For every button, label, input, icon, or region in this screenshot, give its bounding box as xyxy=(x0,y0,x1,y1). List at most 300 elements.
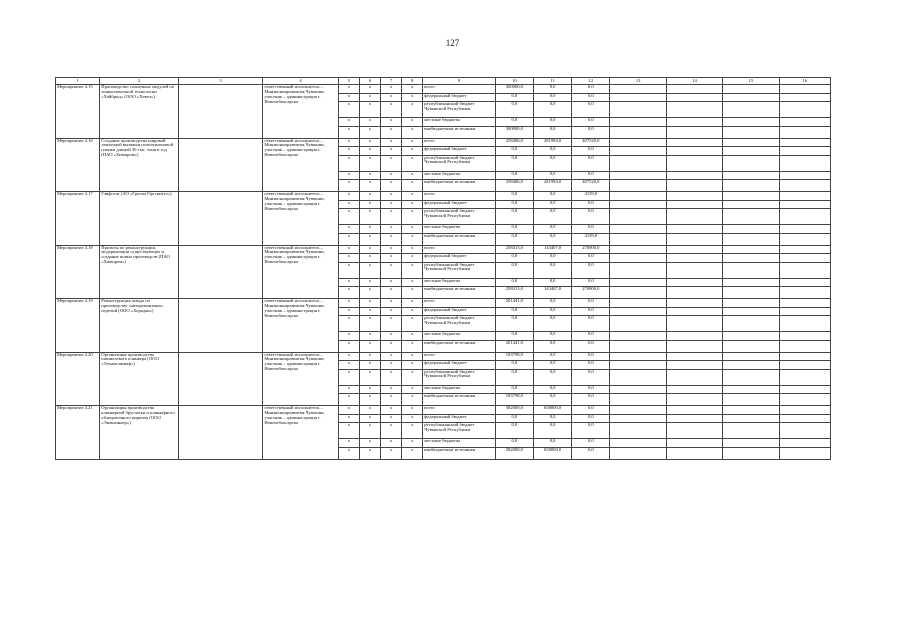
empty-cell xyxy=(666,192,722,201)
code-x-cell: x xyxy=(381,385,402,394)
empty-cell xyxy=(666,254,722,263)
code-x-cell: x xyxy=(359,414,380,423)
code-x-cell: x xyxy=(359,138,380,147)
code-x-cell: x xyxy=(381,369,402,385)
code-x-cell: x xyxy=(338,192,359,201)
column-number: 16 xyxy=(779,78,830,85)
amount-cell: 0,0 xyxy=(533,85,571,94)
empty-cell xyxy=(779,316,830,332)
funding-source: всего xyxy=(423,406,495,415)
code-x-cell: x xyxy=(359,147,380,156)
code-x-cell: x xyxy=(381,102,402,118)
empty-cell xyxy=(779,332,830,341)
amount-cell: 0,0 xyxy=(533,126,571,138)
empty-cell xyxy=(610,394,666,406)
code-x-cell: x xyxy=(338,447,359,459)
amount-cell: 0,0 xyxy=(572,93,610,102)
code-x-cell: x xyxy=(381,85,402,94)
amount-cell: 0,0 xyxy=(572,316,610,332)
table-row xyxy=(56,138,831,147)
empty-cell xyxy=(723,102,779,118)
column-number: 3 xyxy=(178,78,263,85)
amount-cell: 0,0 xyxy=(495,369,533,385)
code-x-cell: x xyxy=(359,352,380,361)
empty-cell xyxy=(723,439,779,448)
amount-cell: 0,0 xyxy=(495,93,533,102)
amount-cell: 0,0 xyxy=(495,423,533,439)
empty-cell xyxy=(610,307,666,316)
amount-cell: 0,0 xyxy=(533,278,571,287)
amount-cell: 0,0 xyxy=(495,278,533,287)
amount-cell: 0,0 xyxy=(495,385,533,394)
amount-cell: 0,0 xyxy=(495,233,533,245)
empty-cell xyxy=(610,233,666,245)
empty-cell xyxy=(723,209,779,225)
empty-cell xyxy=(610,93,666,102)
code-x-cell: x xyxy=(402,262,423,278)
funding-source: местные бюджеты xyxy=(423,332,495,341)
empty-cell xyxy=(723,394,779,406)
code-x-cell: x xyxy=(338,138,359,147)
code-x-cell: x xyxy=(338,262,359,278)
funding-source: федеральный бюджет xyxy=(423,254,495,263)
code-x-cell: x xyxy=(359,307,380,316)
code-x-cell: x xyxy=(338,126,359,138)
code-x-cell: x xyxy=(402,171,423,180)
empty-cell xyxy=(779,147,830,156)
empty-cell xyxy=(666,225,722,234)
code-x-cell: x xyxy=(402,352,423,361)
empty-cell xyxy=(610,200,666,209)
activity-code: Мероприятие 4.20 xyxy=(56,352,100,406)
code-x-cell: x xyxy=(402,254,423,263)
empty-cell xyxy=(610,340,666,352)
amount-cell: 0,0 xyxy=(495,254,533,263)
empty-cell xyxy=(723,332,779,341)
amount-cell: 0,0 xyxy=(533,299,571,308)
code-x-cell: x xyxy=(381,245,402,254)
code-x-cell: x xyxy=(359,245,380,254)
amount-cell: 0,0 xyxy=(533,340,571,352)
column-number: 7 xyxy=(381,78,402,85)
empty-cell xyxy=(779,93,830,102)
amount-cell: 270000,0 xyxy=(572,287,610,299)
amount-cell: 0,0 xyxy=(533,316,571,332)
code-x-cell: x xyxy=(338,340,359,352)
code-x-cell: x xyxy=(381,278,402,287)
activity-name: Глифосат (АО «Группа Оргсинтез») xyxy=(100,192,179,246)
activity-name: Проекты по реконструкции, модернизации существующих и создание новых производств (ПАО «Химпром») xyxy=(100,245,179,299)
activity-name: Организация производства клинкерной брусчатки и клинкерного облицовочного кирпича (ООО «Экоклинкер») xyxy=(100,406,179,460)
amount-cell: 0,0 xyxy=(533,200,571,209)
code-x-cell: x xyxy=(359,385,380,394)
empty-cell xyxy=(666,147,722,156)
code-x-cell: x xyxy=(381,180,402,192)
amount-cell: 0,0 xyxy=(495,361,533,370)
funding-source: республиканский бюджет Чувашской Республики xyxy=(423,102,495,118)
empty-cell xyxy=(779,118,830,127)
amount-cell: 382000,0 xyxy=(495,447,533,459)
empty-cell xyxy=(779,394,830,406)
empty-cell xyxy=(666,171,722,180)
empty-cell xyxy=(666,155,722,171)
empty-cell xyxy=(723,423,779,439)
empty-cell xyxy=(779,423,830,439)
activity-name: Создание производства широкой ленточной вытяжки полиэтиленовой пленки длиной 30 тыс. тонн в год (ПАО «Химпром») xyxy=(100,138,179,192)
code-x-cell: x xyxy=(338,385,359,394)
empty-cell xyxy=(723,233,779,245)
empty-cell xyxy=(779,278,830,287)
code-x-cell: x xyxy=(402,361,423,370)
code-x-cell: x xyxy=(359,85,380,94)
empty-cell xyxy=(779,361,830,370)
code-x-cell: x xyxy=(402,245,423,254)
empty-cell xyxy=(666,287,722,299)
funding-source: всего xyxy=(423,299,495,308)
amount-cell: 0,0 xyxy=(572,118,610,127)
activity-name: Организация производства шпинелевого клинкера (ООО «Техноклинкер») xyxy=(100,352,179,406)
amount-cell: 0,0 xyxy=(495,414,533,423)
amount-cell: 0,0 xyxy=(533,369,571,385)
code-x-cell: x xyxy=(381,316,402,332)
code-x-cell: x xyxy=(402,85,423,94)
code-x-cell: x xyxy=(381,287,402,299)
empty-cell xyxy=(723,299,779,308)
empty-cell xyxy=(779,307,830,316)
amount-cell: 281994,0 xyxy=(533,180,571,192)
empty-cell xyxy=(666,126,722,138)
amount-cell: 0,0 xyxy=(572,85,610,94)
empty-cell xyxy=(779,299,830,308)
amount-cell: 0,0 xyxy=(572,299,610,308)
amount-cell: 0,0 xyxy=(572,171,610,180)
empty-cell xyxy=(178,352,263,406)
amount-cell: 0,0 xyxy=(533,332,571,341)
code-x-cell: x xyxy=(402,332,423,341)
amount-cell: 0,0 xyxy=(495,307,533,316)
funding-source: республиканский бюджет Чувашской Республики xyxy=(423,155,495,171)
empty-cell xyxy=(610,209,666,225)
empty-cell xyxy=(723,406,779,415)
code-x-cell: x xyxy=(402,414,423,423)
code-x-cell: x xyxy=(402,200,423,209)
empty-cell xyxy=(666,332,722,341)
empty-cell xyxy=(610,352,666,361)
code-x-cell: x xyxy=(338,299,359,308)
code-x-cell: x xyxy=(402,126,423,138)
amount-cell: 0,0 xyxy=(495,316,533,332)
code-x-cell: x xyxy=(338,102,359,118)
code-x-cell: x xyxy=(359,262,380,278)
empty-cell xyxy=(666,102,722,118)
amount-cell: 258413,0 xyxy=(495,245,533,254)
empty-cell xyxy=(779,262,830,278)
funding-source: внебюджетные источники xyxy=(423,233,495,245)
empty-cell xyxy=(779,352,830,361)
code-x-cell: x xyxy=(338,254,359,263)
activity-code: Мероприятие 4.15 xyxy=(56,85,100,139)
code-x-cell: x xyxy=(359,209,380,225)
code-x-cell: x xyxy=(381,406,402,415)
empty-cell xyxy=(723,85,779,94)
amount-cell: 0,0 xyxy=(495,147,533,156)
empty-cell xyxy=(779,155,830,171)
code-x-cell: x xyxy=(381,262,402,278)
code-x-cell: x xyxy=(338,361,359,370)
code-x-cell: x xyxy=(381,394,402,406)
code-x-cell: x xyxy=(402,406,423,415)
amount-cell: 0,0 xyxy=(572,439,610,448)
code-x-cell: x xyxy=(402,155,423,171)
code-x-cell: x xyxy=(381,126,402,138)
amount-cell: 183798,0 xyxy=(495,352,533,361)
code-x-cell: x xyxy=(402,225,423,234)
code-x-cell: x xyxy=(338,316,359,332)
column-number: 4 xyxy=(263,78,338,85)
empty-cell xyxy=(666,262,722,278)
amount-cell: 0,0 xyxy=(572,352,610,361)
amount-cell: 4159,0 xyxy=(572,192,610,201)
amount-cell: 143407,0 xyxy=(533,245,571,254)
code-x-cell: x xyxy=(338,287,359,299)
code-x-cell: x xyxy=(359,278,380,287)
code-x-cell: x xyxy=(338,332,359,341)
empty-cell xyxy=(666,118,722,127)
empty-cell xyxy=(666,180,722,192)
code-x-cell: x xyxy=(359,200,380,209)
table-row xyxy=(56,299,831,308)
code-x-cell: x xyxy=(381,209,402,225)
amount-cell: 0,0 xyxy=(572,394,610,406)
empty-cell xyxy=(666,340,722,352)
empty-cell xyxy=(723,447,779,459)
code-x-cell: x xyxy=(381,225,402,234)
amount-cell: 0,0 xyxy=(572,414,610,423)
code-x-cell: x xyxy=(338,369,359,385)
amount-cell: 0,0 xyxy=(495,209,533,225)
code-x-cell: x xyxy=(359,254,380,263)
empty-cell xyxy=(723,192,779,201)
code-x-cell: x xyxy=(359,155,380,171)
empty-cell xyxy=(723,414,779,423)
funding-source: республиканский бюджет Чувашской Республики xyxy=(423,423,495,439)
table-row xyxy=(56,192,831,201)
amount-cell: 0,0 xyxy=(572,102,610,118)
code-x-cell: x xyxy=(402,369,423,385)
empty-cell xyxy=(610,316,666,332)
code-x-cell: x xyxy=(359,361,380,370)
code-x-cell: x xyxy=(338,233,359,245)
code-x-cell: x xyxy=(359,102,380,118)
code-x-cell: x xyxy=(381,138,402,147)
code-x-cell: x xyxy=(338,439,359,448)
empty-cell xyxy=(723,278,779,287)
empty-cell xyxy=(610,406,666,415)
code-x-cell: x xyxy=(338,414,359,423)
code-x-cell: x xyxy=(402,307,423,316)
empty-cell xyxy=(666,299,722,308)
empty-cell xyxy=(723,93,779,102)
amount-cell: 382000,0 xyxy=(495,406,533,415)
empty-cell xyxy=(610,147,666,156)
empty-cell xyxy=(610,118,666,127)
empty-cell xyxy=(779,369,830,385)
empty-cell xyxy=(779,406,830,415)
column-number: 14 xyxy=(666,78,722,85)
code-x-cell: x xyxy=(359,118,380,127)
column-number: 15 xyxy=(723,78,779,85)
activity-code: Мероприятие 4.21 xyxy=(56,406,100,460)
empty-cell xyxy=(666,85,722,94)
amount-cell: 0,0 xyxy=(572,423,610,439)
page-number: 127 xyxy=(445,38,460,48)
code-x-cell: x xyxy=(338,423,359,439)
empty-cell xyxy=(610,102,666,118)
amount-cell: 0,0 xyxy=(495,262,533,278)
empty-cell xyxy=(610,254,666,263)
empty-cell xyxy=(666,245,722,254)
funding-source: федеральный бюджет xyxy=(423,147,495,156)
funding-source: внебюджетные источники xyxy=(423,447,495,459)
code-x-cell: x xyxy=(338,406,359,415)
empty-cell xyxy=(723,171,779,180)
empty-cell xyxy=(779,180,830,192)
activity-code: Мероприятие 4.19 xyxy=(56,299,100,353)
empty-cell xyxy=(610,287,666,299)
empty-cell xyxy=(723,316,779,332)
empty-cell xyxy=(666,361,722,370)
amount-cell: 0,0 xyxy=(572,209,610,225)
executor-cell: ответственный исполнитель – Минэкономразвития Чувашии, участник – администрация г. Новочебоксарска xyxy=(263,299,338,353)
empty-cell xyxy=(723,180,779,192)
empty-cell xyxy=(610,262,666,278)
amount-cell: 258486,0 xyxy=(495,138,533,147)
amount-cell: 0,0 xyxy=(533,118,571,127)
amount-cell: 300000,0 xyxy=(495,85,533,94)
empty-cell xyxy=(779,414,830,423)
empty-cell xyxy=(178,192,263,246)
amount-cell: 0,0 xyxy=(495,192,533,201)
amount-cell: 300000,0 xyxy=(495,126,533,138)
code-x-cell: x xyxy=(381,171,402,180)
code-x-cell: x xyxy=(359,316,380,332)
code-x-cell: x xyxy=(381,414,402,423)
code-x-cell: x xyxy=(338,93,359,102)
amount-cell: 658000,0 xyxy=(533,447,571,459)
empty-cell xyxy=(666,209,722,225)
empty-cell xyxy=(779,447,830,459)
empty-cell xyxy=(666,406,722,415)
empty-cell xyxy=(723,361,779,370)
amount-cell: 0,0 xyxy=(495,155,533,171)
code-x-cell: x xyxy=(402,93,423,102)
code-x-cell: x xyxy=(381,155,402,171)
code-x-cell: x xyxy=(338,118,359,127)
empty-cell xyxy=(779,171,830,180)
activity-code: Мероприятие 4.16 xyxy=(56,138,100,192)
column-number: 5 xyxy=(338,78,359,85)
code-x-cell: x xyxy=(402,423,423,439)
amount-cell: 0,0 xyxy=(495,332,533,341)
empty-cell xyxy=(723,307,779,316)
table-row xyxy=(56,352,831,361)
amount-cell: 0,0 xyxy=(572,385,610,394)
empty-cell xyxy=(779,192,830,201)
column-number: 2 xyxy=(100,78,179,85)
amount-cell: 0,0 xyxy=(533,414,571,423)
amount-cell: 281994,0 xyxy=(533,138,571,147)
activity-code: Мероприятие 4.17 xyxy=(56,192,100,246)
empty-cell xyxy=(610,126,666,138)
funding-source: внебюджетные источники xyxy=(423,126,495,138)
empty-cell xyxy=(723,385,779,394)
code-x-cell: x xyxy=(359,439,380,448)
empty-cell xyxy=(779,287,830,299)
activity-name: Производство солнечных модулей по тонкопленочной технологии «Хайбрид» (ООО «Хевел») xyxy=(100,85,179,139)
amount-cell: 0,0 xyxy=(495,439,533,448)
code-x-cell: x xyxy=(338,171,359,180)
code-x-cell: x xyxy=(338,394,359,406)
empty-cell xyxy=(723,118,779,127)
code-x-cell: x xyxy=(338,155,359,171)
code-x-cell: x xyxy=(359,126,380,138)
empty-cell xyxy=(610,361,666,370)
amount-cell: 0,0 xyxy=(495,171,533,180)
executor-cell: ответственный исполнитель – Минэкономразвития Чувашии, участник – администрация г. Новочебоксарска xyxy=(263,406,338,460)
executor-cell: ответственный исполнитель – Минэкономразвития Чувашии, участник – администрация г. Новочебоксарска xyxy=(263,138,338,192)
code-x-cell: x xyxy=(381,423,402,439)
amount-cell: 0,0 xyxy=(572,307,610,316)
column-number: 12 xyxy=(572,78,610,85)
code-x-cell: x xyxy=(359,406,380,415)
amount-cell: 0,0 xyxy=(495,102,533,118)
empty-cell xyxy=(666,385,722,394)
empty-cell xyxy=(723,352,779,361)
empty-cell xyxy=(779,340,830,352)
empty-cell xyxy=(666,138,722,147)
code-x-cell: x xyxy=(402,147,423,156)
code-x-cell: x xyxy=(338,307,359,316)
empty-cell xyxy=(779,385,830,394)
empty-cell xyxy=(779,138,830,147)
code-x-cell: x xyxy=(338,352,359,361)
code-x-cell: x xyxy=(338,245,359,254)
code-x-cell: x xyxy=(359,233,380,245)
empty-cell xyxy=(178,138,263,192)
code-x-cell: x xyxy=(359,93,380,102)
amount-cell: 0,0 xyxy=(533,262,571,278)
empty-cell xyxy=(723,225,779,234)
code-x-cell: x xyxy=(359,299,380,308)
funding-source: внебюджетные источники xyxy=(423,287,495,299)
column-number: 1 xyxy=(56,78,100,85)
code-x-cell: x xyxy=(359,394,380,406)
code-x-cell: x xyxy=(381,254,402,263)
code-x-cell: x xyxy=(381,447,402,459)
empty-cell xyxy=(178,245,263,299)
empty-cell xyxy=(610,180,666,192)
amount-cell: 0,0 xyxy=(533,307,571,316)
code-x-cell: x xyxy=(381,439,402,448)
amount-cell: 0,0 xyxy=(533,423,571,439)
executor-cell: ответственный исполнитель – Минэкономразвития Чувашии, участник – администрация г. Новочебоксарска xyxy=(263,245,338,299)
code-x-cell: x xyxy=(381,332,402,341)
empty-cell xyxy=(666,233,722,245)
activity-code: Мероприятие 4.18 xyxy=(56,245,100,299)
code-x-cell: x xyxy=(381,352,402,361)
column-number: 13 xyxy=(610,78,666,85)
code-x-cell: x xyxy=(381,307,402,316)
